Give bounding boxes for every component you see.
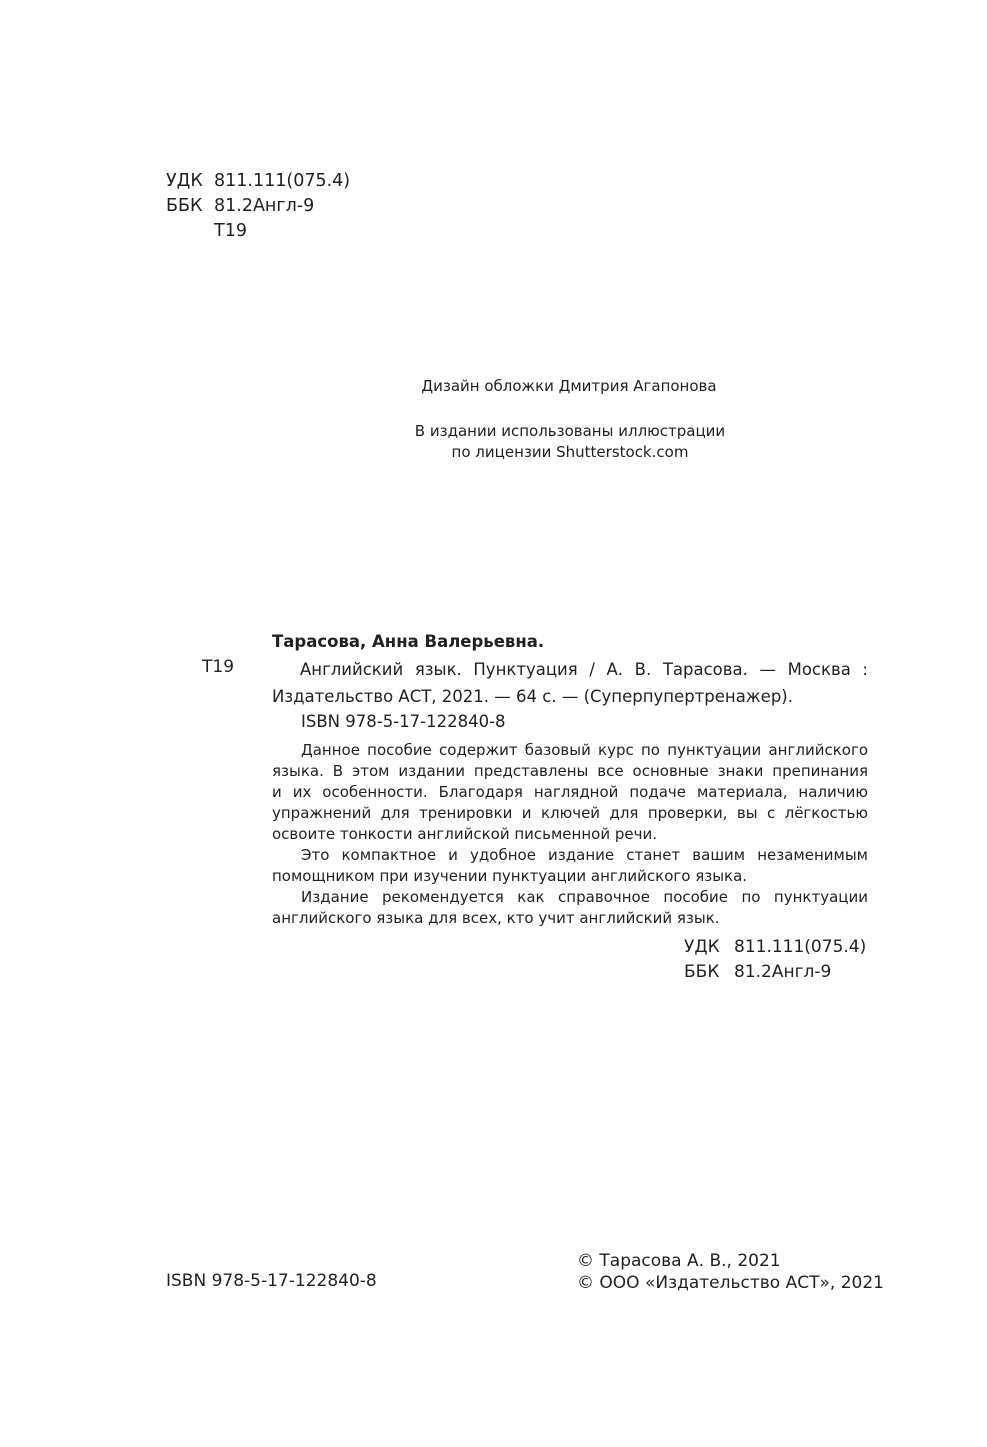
annotation-line: Издание рекомендуется как справочное пособие по пунктуации: [301, 888, 868, 906]
annotation-line: и их особенности. Благодаря наглядной подаче материала, наличию: [272, 783, 868, 801]
bibliography-author-code: Т19: [202, 657, 235, 677]
udk-value: 811.111(075.4): [214, 171, 351, 191]
udk-row: [684, 935, 866, 960]
annotation-line: Данное пособие содержит базовый курс по пунктуации английского: [301, 741, 868, 759]
copyright-author: © Тарасова А. В., 2021: [577, 1251, 781, 1271]
bibliography-description: [272, 656, 868, 710]
illustrations-credit-line2: по лицензии Shutterstock.com: [451, 443, 689, 461]
cover-design-credit: Дизайн обложки Дмитрия Агапонова: [421, 377, 717, 395]
bibliography-description-line: Английский язык. Пунктуация / А. В. Тарасова. — Москва :: [300, 660, 868, 679]
annotation-line: Это компактное и удобное издание станет вашим незаменимым: [301, 846, 868, 864]
bbk-row: [166, 194, 350, 219]
annotation-line: английского языка для всех, кто учит английский язык.: [272, 909, 720, 927]
footer-isbn: ISBN 978-5-17-122840-8: [166, 1271, 377, 1291]
bbk-row: [684, 960, 866, 985]
bbk-label: ББК: [166, 196, 203, 216]
bbk-label: ББК: [684, 962, 720, 982]
annotation-line: упражнений для тренировки и ключей для проверки, вы с лёгкостью: [272, 804, 868, 822]
classification-block-top: [166, 169, 350, 244]
illustrations-credit-line1: В издании использованы иллюстрации: [414, 422, 726, 440]
bibliography-isbn: ISBN 978-5-17-122840-8: [301, 712, 506, 731]
author-code-row: [166, 219, 350, 244]
copyright-block: [577, 1250, 884, 1294]
bibliography-description-line: Издательство АСТ, 2021. — 64 с. — (Суперпупертренажер).: [272, 687, 793, 706]
annotation-line: помощником при изучении пунктуации английского языка.: [272, 867, 748, 885]
bbk-value: 81.2Англ-9: [734, 962, 832, 982]
bbk-value: 81.2Англ-9: [214, 196, 315, 216]
annotation: [272, 740, 868, 929]
udk-label: УДК: [166, 171, 203, 191]
udk-row: [166, 169, 350, 194]
classification-block-bottom: [684, 935, 866, 985]
annotation-line: освоите тонкости английской письменной речи.: [272, 825, 657, 843]
annotation-line: языка. В этом издании представлены все основные знаки препинания: [272, 762, 868, 780]
author-code: Т19: [214, 221, 247, 241]
udk-label: УДК: [684, 937, 720, 957]
illustrations-credit: [370, 421, 770, 463]
bibliography-author: Тарасова, Анна Валерьевна.: [272, 632, 545, 651]
udk-value: 811.111(075.4): [734, 937, 867, 957]
copyright-publisher: © ООО «Издательство АСТ», 2021: [577, 1273, 884, 1293]
